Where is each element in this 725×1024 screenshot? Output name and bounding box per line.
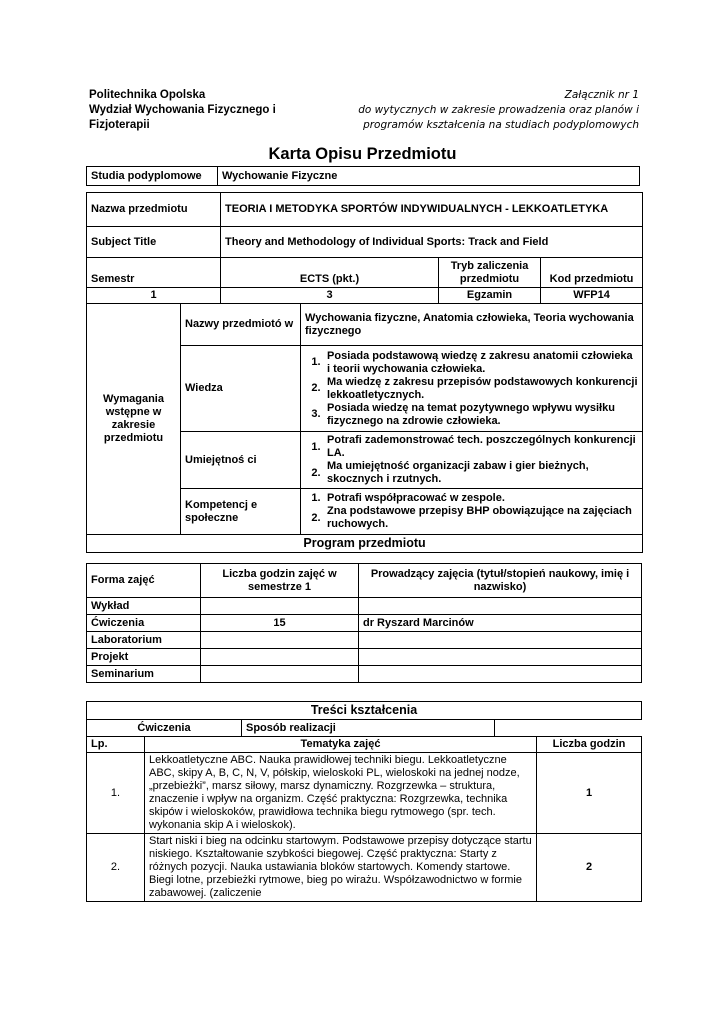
kompetencje-item	[305, 492, 638, 505]
subject-title-label: Subject Title	[87, 227, 221, 258]
item-number: 1.	[311, 440, 321, 453]
institution-header	[89, 88, 276, 133]
forms-row	[87, 649, 642, 666]
item-number: 2.	[311, 511, 321, 524]
col-topic: Tematyka zajęć	[145, 737, 537, 753]
kompetencje-item	[305, 505, 638, 531]
semestr-label: Semestr	[87, 258, 221, 288]
forms-godziny	[201, 666, 359, 683]
forms-prowadzacy	[359, 598, 642, 615]
item-text: Potrafi zademonstrować tech. poszczególnych konkurencji LA.	[327, 434, 636, 459]
forms-prowadzacy	[359, 666, 642, 683]
content-row	[87, 834, 642, 902]
item-text: Posiada wiedzę na temat pozytywnego wpływu wysiłku fizycznego na zdrowie człowieka.	[327, 401, 615, 427]
forms-godziny	[201, 598, 359, 615]
forms-row	[87, 615, 642, 632]
forms-row	[87, 666, 642, 683]
institution-line-1: Politechnika Opolska	[89, 89, 206, 101]
forms-row	[87, 632, 642, 649]
forms-godziny	[201, 632, 359, 649]
content-hours: 1	[537, 753, 642, 834]
tryb-value: Egzamin	[439, 288, 541, 304]
forms-row	[87, 598, 642, 615]
col-hours: Liczba godzin	[537, 737, 642, 753]
content-row	[87, 753, 642, 834]
umiejetnosci-list	[301, 432, 643, 489]
forms-godziny: 15	[201, 615, 359, 632]
item-text: Potrafi współpracować w zespole.	[327, 492, 505, 504]
item-number: 2.	[311, 382, 321, 394]
kompetencje-label: Kompetencj e społeczne	[181, 489, 301, 535]
content-table	[86, 701, 642, 902]
forms-forma: Ćwiczenia	[87, 615, 201, 632]
prereq-names-value: Wychowania fizyczne, Anatomia człowieka, Teoria wychowania fizycznego	[301, 304, 643, 346]
wiedza-label: Wiedza	[181, 346, 301, 432]
forms-prowadzacy: dr Ryszard Marcinów	[359, 615, 642, 632]
item-number: 1.	[311, 492, 321, 504]
subject-title-value: Theory and Methodology of Individual Sports: Track and Field	[221, 227, 643, 258]
forms-table	[86, 563, 642, 683]
blank-cell	[495, 720, 642, 737]
course-name-value: TEORIA I METODYKA SPORTÓW INDYWIDUALNYCH - LEKKOATLETYKA	[221, 193, 643, 227]
content-topic: Lekkoatletyczne ABC. Nauka prawidłowej techniki biegu. Lekkoatletyczne ABC, skipy A, B, C, N, V, półskip, wieloskoki PL, wieloskoki na jednej nodze, „przebieżki”, marsz siłowy, marsz dynamiczny. Rozgrzewka – struktura, znaczenie i wpływ na organizm. Część praktyczna: Rozgrzewka, technika skipów i wieloskoków, prawidłowa technika biegu rytmowego (spr. tech. wykonania skip A i wieloskok).	[145, 753, 537, 834]
item-text: Ma umiejętność organizacji zabaw i gier bieżnych, skocznych i rzutnych.	[327, 460, 589, 485]
prereq-names-label: Nazwy przedmiotó w	[181, 304, 301, 346]
item-number: 2.	[311, 466, 321, 479]
ects-value: 3	[221, 288, 439, 304]
content-topic: Start niski i bieg na odcinku startowym. Podstawowe przepisy dotyczące startu niskiego. Kształtowanie szybkości biegowej. Część praktyczna: Starty z różnych pozycji. Nauka ustawiania bloków startowych. Komendy startowe. Biegi lotne, przebieżki rytmowe, bieg po wirażu. Współzawodnictwo w formie zabawowej. (zaliczenie	[145, 834, 537, 902]
course-table	[86, 192, 643, 553]
kompetencje-list	[301, 489, 643, 535]
forms-forma: Wykład	[87, 598, 201, 615]
wiedza-list	[301, 346, 643, 432]
content-title: Treści kształcenia	[87, 702, 642, 720]
requirements-label: Wymagania wstępne w zakresie przedmiotu	[87, 304, 181, 535]
attachment-note	[358, 88, 639, 133]
item-text: Posiada podstawową wiedzę z zakresu anatomii człowieka i teorii wychowania człowieka.	[327, 349, 633, 375]
umiejetnosci-label: Umiejętnoś ci	[181, 432, 301, 489]
attachment-line-2: do wytycznych w zakresie prowadzenia oraz planów i	[358, 104, 639, 116]
forms-prowadzacy	[359, 632, 642, 649]
ects-label: ECTS (pkt.)	[221, 258, 439, 288]
item-number: 1.	[311, 356, 321, 368]
content-lp: 1.	[87, 753, 145, 834]
content-hours: 2	[537, 834, 642, 902]
document-title: Karta Opisu Przedmiotu	[268, 145, 457, 163]
tryb-label: Tryb zaliczenia przedmiotu	[439, 258, 541, 288]
wiedza-item	[305, 376, 638, 402]
forms-header-prowadzacy: Prowadzący zajęcia (tytuł/stopień naukowy, imię i nazwisko)	[359, 564, 642, 598]
sposob-realizacji-label: Sposób realizacji	[242, 720, 495, 737]
wiedza-item	[305, 402, 638, 428]
attachment-line-1: Załącznik nr 1	[564, 89, 639, 101]
cwiczenia-label: Ćwiczenia	[87, 720, 242, 737]
studia-value: Wychowanie Fizyczne	[218, 167, 640, 186]
umiejetnosci-item	[305, 434, 638, 460]
item-number: 3.	[311, 408, 321, 420]
institution-line-2: Wydział Wychowania Fizycznego i	[89, 104, 276, 116]
program-heading: Program przedmiotu	[87, 535, 643, 553]
attachment-line-3: programów kształcenia na studiach podyplomowych	[363, 119, 639, 131]
item-text: Ma wiedzę z zakresu przepisów podstawowych konkurencji lekkoatletycznych.	[327, 375, 638, 401]
course-name-label: Nazwa przedmiotu	[87, 193, 221, 227]
forms-header-forma: Forma zajęć	[87, 564, 201, 598]
forms-forma: Laboratorium	[87, 632, 201, 649]
institution-line-3: Fizjoterapii	[89, 119, 150, 131]
wiedza-item	[305, 350, 638, 376]
studia-label: Studia podyplomowe	[87, 167, 218, 186]
umiejetnosci-item	[305, 460, 638, 486]
semestr-value: 1	[87, 288, 221, 304]
forms-godziny	[201, 649, 359, 666]
forms-header-godziny: Liczba godzin zajęć w semestrze 1	[201, 564, 359, 598]
forms-prowadzacy	[359, 649, 642, 666]
content-lp: 2.	[87, 834, 145, 902]
kod-value: WFP14	[541, 288, 643, 304]
studia-table	[86, 166, 640, 186]
forms-forma: Seminarium	[87, 666, 201, 683]
col-lp: Lp.	[87, 737, 145, 753]
item-text: Zna podstawowe przepisy BHP obowiązujące na zajęciach ruchowych.	[327, 505, 632, 530]
kod-label: Kod przedmiotu	[541, 258, 643, 288]
forms-forma: Projekt	[87, 649, 201, 666]
